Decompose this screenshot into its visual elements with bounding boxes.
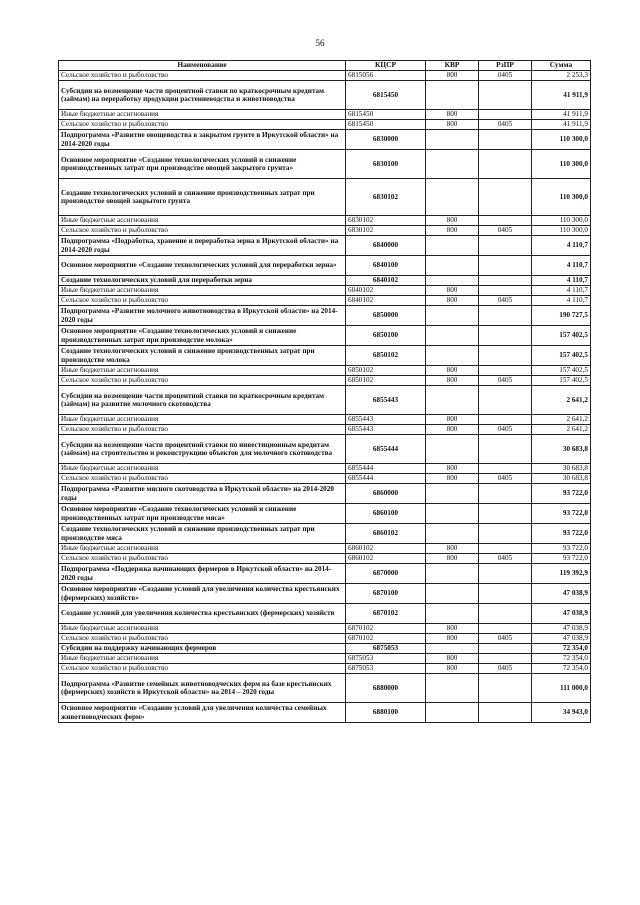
cell-kvr	[426, 326, 479, 346]
table-row	[59, 120, 591, 130]
cell-name: Создание условий для увеличения количества крестьянских (фермерских) хозяйств	[59, 604, 346, 624]
table-body	[59, 71, 591, 723]
cell-name: Сельское хозяйство и рыболовство	[59, 71, 346, 81]
column-header-sum: Сумма	[532, 61, 591, 71]
cell-kvr: 800	[426, 415, 479, 425]
cell-code: 6815450	[346, 120, 426, 130]
cell-code: 6855444	[346, 435, 426, 464]
cell-name: Иные бюджетные ассигнования	[59, 415, 346, 425]
cell-kvr	[426, 584, 479, 604]
cell-kvr: 800	[426, 120, 479, 130]
column-header-kvr: КВР	[426, 61, 479, 71]
cell-rzpr	[479, 110, 532, 120]
cell-rzpr	[479, 150, 532, 179]
cell-sum: 4 110,7	[532, 296, 591, 306]
table-row	[59, 296, 591, 306]
cell-name: Подпрограмма «Поддержка начинающих фермеров в Иркутской области» на 2014-2020 годы	[59, 564, 346, 584]
cell-name: Создание технологических условий для переработки зерна	[59, 276, 346, 286]
cell-sum: 93 722,0	[532, 504, 591, 524]
table-header	[59, 61, 591, 71]
cell-name: Иные бюджетные ассигнования	[59, 544, 346, 554]
cell-kvr	[426, 236, 479, 256]
cell-kvr	[426, 504, 479, 524]
cell-code: 6860102	[346, 524, 426, 544]
cell-name: Сельское хозяйство и рыболовство	[59, 425, 346, 435]
cell-kvr	[426, 674, 479, 703]
cell-code: 6830100	[346, 150, 426, 179]
cell-rzpr: 0405	[479, 226, 532, 236]
cell-code: 6875053	[346, 644, 426, 654]
cell-kvr	[426, 604, 479, 624]
cell-rzpr	[479, 604, 532, 624]
cell-name: Подпрограмма «Развитие молочного животноводства в Иркутской области» на 2014-2020 годы	[59, 306, 346, 326]
cell-kvr	[426, 256, 479, 276]
table-row	[59, 130, 591, 150]
table-row	[59, 110, 591, 120]
cell-sum: 47 038,9	[532, 584, 591, 604]
cell-sum: 93 722,0	[532, 524, 591, 544]
cell-name: Иные бюджетные ассигнования	[59, 286, 346, 296]
cell-name: Сельское хозяйство и рыболовство	[59, 376, 346, 386]
cell-name: Основное мероприятие «Создание условий для увеличения количества крестьянских (фермерских) хозяйств»	[59, 584, 346, 604]
cell-rzpr	[479, 435, 532, 464]
cell-rzpr	[479, 81, 532, 110]
cell-kvr: 800	[426, 286, 479, 296]
cell-code: 6870100	[346, 584, 426, 604]
cell-code: 6830102	[346, 216, 426, 226]
cell-kvr: 800	[426, 376, 479, 386]
cell-rzpr	[479, 544, 532, 554]
cell-sum: 157 402,5	[532, 366, 591, 376]
budget-table	[58, 60, 591, 723]
cell-name: Основное мероприятие «Создание технологических условий и снижение производственных затрат при производстве овощей закрытого грунта»	[59, 150, 346, 179]
table-row	[59, 584, 591, 604]
cell-name: Сельское хозяйство и рыболовство	[59, 554, 346, 564]
cell-kvr: 800	[426, 634, 479, 644]
cell-kvr: 800	[426, 664, 479, 674]
table-row	[59, 226, 591, 236]
cell-sum: 93 722,0	[532, 554, 591, 564]
cell-name: Основное мероприятие «Создание технологических условий для переработки зерна»	[59, 256, 346, 276]
cell-code: 6850102	[346, 366, 426, 376]
cell-code: 6855443	[346, 415, 426, 425]
cell-code: 6880100	[346, 703, 426, 723]
cell-sum: 34 943,0	[532, 703, 591, 723]
cell-kvr: 800	[426, 216, 479, 226]
cell-rzpr	[479, 366, 532, 376]
cell-rzpr	[479, 584, 532, 604]
cell-sum: 157 402,5	[532, 376, 591, 386]
cell-sum: 157 402,5	[532, 326, 591, 346]
cell-kvr: 800	[426, 654, 479, 664]
table-row	[59, 386, 591, 415]
cell-code: 6840102	[346, 296, 426, 306]
cell-sum: 4 110,7	[532, 256, 591, 276]
cell-sum: 157 402,5	[532, 346, 591, 366]
cell-rzpr	[479, 236, 532, 256]
cell-kvr: 800	[426, 110, 479, 120]
cell-name: Иные бюджетные ассигнования	[59, 216, 346, 226]
table-row	[59, 474, 591, 484]
cell-rzpr: 0405	[479, 71, 532, 81]
cell-kvr: 800	[426, 624, 479, 634]
cell-kvr: 800	[426, 366, 479, 376]
table-row	[59, 524, 591, 544]
cell-rzpr	[479, 179, 532, 216]
cell-sum: 41 911,9	[532, 81, 591, 110]
cell-sum: 110 300,0	[532, 130, 591, 150]
cell-code: 6830102	[346, 226, 426, 236]
table-row	[59, 71, 591, 81]
cell-name: Иные бюджетные ассигнования	[59, 366, 346, 376]
cell-rzpr	[479, 674, 532, 703]
cell-code: 6840102	[346, 276, 426, 286]
cell-code: 6830102	[346, 179, 426, 216]
cell-rzpr	[479, 415, 532, 425]
cell-code: 6855444	[346, 474, 426, 484]
cell-rzpr	[479, 276, 532, 286]
cell-sum: 93 722,0	[532, 544, 591, 554]
cell-code: 6840100	[346, 256, 426, 276]
cell-name: Субсидии на возмещение части процентной ставки по краткосрочным кредитам (займам) на переработку продукции растениеводства и животноводства	[59, 81, 346, 110]
cell-name: Подпрограмма «Развитие овощеводства в закрытом грунте в Иркутской области» на 2014-2020 годы	[59, 130, 346, 150]
cell-kvr	[426, 81, 479, 110]
cell-sum: 111 000,0	[532, 674, 591, 703]
cell-name: Создание технологических условий и снижение производственных затрат при производстве молока	[59, 346, 346, 366]
cell-rzpr	[479, 504, 532, 524]
cell-code: 6875053	[346, 654, 426, 664]
cell-rzpr: 0405	[479, 296, 532, 306]
cell-kvr	[426, 130, 479, 150]
cell-name: Сельское хозяйство и рыболовство	[59, 474, 346, 484]
cell-rzpr: 0405	[479, 376, 532, 386]
table-row	[59, 256, 591, 276]
cell-rzpr	[479, 306, 532, 326]
cell-name: Основное мероприятие «Создание технологических условий и снижение производственных затрат при производстве мяса»	[59, 504, 346, 524]
table-row	[59, 703, 591, 723]
table-row	[59, 644, 591, 654]
cell-rzpr	[479, 703, 532, 723]
cell-sum: 30 683,8	[532, 464, 591, 474]
cell-kvr: 800	[426, 296, 479, 306]
cell-name: Субсидии на поддержку начинающих фермеров	[59, 644, 346, 654]
cell-rzpr	[479, 624, 532, 634]
table-row	[59, 564, 591, 584]
cell-sum: 110 300,0	[532, 179, 591, 216]
cell-kvr: 800	[426, 464, 479, 474]
cell-rzpr	[479, 524, 532, 544]
table-row	[59, 674, 591, 703]
cell-sum: 41 911,9	[532, 110, 591, 120]
table-row	[59, 484, 591, 504]
table-row	[59, 286, 591, 296]
table-row	[59, 150, 591, 179]
table-row	[59, 544, 591, 554]
cell-sum: 110 300,0	[532, 226, 591, 236]
cell-kvr	[426, 484, 479, 504]
cell-rzpr: 0405	[479, 634, 532, 644]
cell-kvr	[426, 435, 479, 464]
table-row	[59, 366, 591, 376]
cell-rzpr: 0405	[479, 120, 532, 130]
table-row	[59, 415, 591, 425]
table-row	[59, 326, 591, 346]
cell-rzpr: 0405	[479, 554, 532, 564]
cell-sum: 72 354,0	[532, 644, 591, 654]
cell-sum: 4 110,7	[532, 286, 591, 296]
cell-name: Сельское хозяйство и рыболовство	[59, 226, 346, 236]
cell-kvr	[426, 179, 479, 216]
cell-code: 6850000	[346, 306, 426, 326]
cell-kvr	[426, 346, 479, 366]
cell-rzpr	[479, 346, 532, 366]
cell-sum: 30 683,8	[532, 435, 591, 464]
cell-kvr: 800	[426, 474, 479, 484]
cell-kvr: 800	[426, 554, 479, 564]
cell-kvr: 800	[426, 425, 479, 435]
cell-kvr	[426, 564, 479, 584]
column-header-code: КЦСР	[346, 61, 426, 71]
table-row	[59, 306, 591, 326]
cell-sum: 110 300,0	[532, 216, 591, 226]
cell-sum: 110 300,0	[532, 150, 591, 179]
table-row	[59, 346, 591, 366]
table-row	[59, 276, 591, 286]
cell-sum: 4 110,7	[532, 236, 591, 256]
cell-name: Подпрограмма «Подработка, хранение и переработка зерна в Иркутской области» на 2014-2020 годы	[59, 236, 346, 256]
cell-name: Субсидии на возмещение части процентной ставки по краткосрочным кредитам (займам) на развитие молочного скотоводства	[59, 386, 346, 415]
cell-rzpr: 0405	[479, 425, 532, 435]
table-row	[59, 604, 591, 624]
cell-sum: 93 722,0	[532, 484, 591, 504]
cell-name: Подпрограмма «Развитие семейных животноводческих ферм на базе крестьянских (фермерских) хозяйств в Иркутской области» на 2014 – 2020 годы	[59, 674, 346, 703]
table-row	[59, 624, 591, 634]
cell-name: Сельское хозяйство и рыболовство	[59, 634, 346, 644]
cell-sum: 41 911,9	[532, 120, 591, 130]
table-row	[59, 216, 591, 226]
table-row	[59, 376, 591, 386]
cell-sum: 47 038,9	[532, 634, 591, 644]
cell-sum: 47 038,9	[532, 624, 591, 634]
cell-code: 6830000	[346, 130, 426, 150]
table-row	[59, 236, 591, 256]
cell-sum: 4 110,7	[532, 276, 591, 286]
cell-sum: 2 641,2	[532, 425, 591, 435]
cell-sum: 72 354,0	[532, 664, 591, 674]
column-header-name: Наименование	[59, 61, 346, 71]
cell-code: 6850100	[346, 326, 426, 346]
cell-code: 6870000	[346, 564, 426, 584]
cell-rzpr	[479, 644, 532, 654]
cell-name: Сельское хозяйство и рыболовство	[59, 664, 346, 674]
cell-sum: 47 038,9	[532, 604, 591, 624]
cell-code: 6870102	[346, 634, 426, 644]
cell-sum: 190 727,5	[532, 306, 591, 326]
table-row	[59, 179, 591, 216]
cell-code: 6840102	[346, 286, 426, 296]
cell-code: 6855443	[346, 386, 426, 415]
cell-code: 6855444	[346, 464, 426, 474]
cell-rzpr	[479, 130, 532, 150]
cell-code: 6815056	[346, 71, 426, 81]
cell-rzpr: 0405	[479, 664, 532, 674]
cell-sum: 72 354,0	[532, 654, 591, 664]
cell-code: 6840000	[346, 236, 426, 256]
cell-code: 6880000	[346, 674, 426, 703]
page-number: 56	[315, 38, 325, 48]
column-header-rzpr: РзПР	[479, 61, 532, 71]
cell-kvr	[426, 524, 479, 544]
cell-name: Иные бюджетные ассигнования	[59, 654, 346, 664]
table-row	[59, 664, 591, 674]
cell-kvr	[426, 386, 479, 415]
cell-kvr	[426, 644, 479, 654]
cell-kvr	[426, 703, 479, 723]
cell-code: 6860102	[346, 554, 426, 564]
cell-rzpr	[479, 386, 532, 415]
cell-kvr	[426, 276, 479, 286]
cell-rzpr	[479, 256, 532, 276]
cell-name: Иные бюджетные ассигнования	[59, 110, 346, 120]
table-row	[59, 654, 591, 664]
cell-name: Подпрограмма «Развитие мясного скотоводства в Иркутской области» на 2014-2020 годы	[59, 484, 346, 504]
cell-rzpr	[479, 326, 532, 346]
table-row	[59, 504, 591, 524]
cell-code: 6855443	[346, 425, 426, 435]
cell-name: Основное мероприятие «Создание условий для увеличения количества семейных животноводческих ферм»	[59, 703, 346, 723]
cell-name: Сельское хозяйство и рыболовство	[59, 120, 346, 130]
cell-name: Субсидии на возмещение части процентной ставки по инвестиционным кредитам (займам) на строительство и реконструкцию объектов для молочного скотоводства	[59, 435, 346, 464]
cell-sum: 2 641,2	[532, 415, 591, 425]
cell-rzpr: 0405	[479, 474, 532, 484]
cell-code: 6815450	[346, 110, 426, 120]
cell-code: 6870102	[346, 604, 426, 624]
cell-sum: 2 253,3	[532, 71, 591, 81]
cell-kvr	[426, 306, 479, 326]
cell-rzpr	[479, 216, 532, 226]
cell-name: Создание технологических условий и снижение производственных затрат при производстве мяса	[59, 524, 346, 544]
cell-name: Иные бюджетные ассигнования	[59, 464, 346, 474]
cell-code: 6875053	[346, 664, 426, 674]
cell-sum: 30 683,8	[532, 474, 591, 484]
cell-rzpr	[479, 464, 532, 474]
cell-code: 6815450	[346, 81, 426, 110]
cell-rzpr	[479, 654, 532, 664]
cell-kvr: 800	[426, 544, 479, 554]
cell-code: 6870102	[346, 624, 426, 634]
cell-code: 6860000	[346, 484, 426, 504]
cell-name: Основное мероприятие «Создание технологических условий и снижение производственных затрат при производстве молока»	[59, 326, 346, 346]
table-row	[59, 425, 591, 435]
cell-code: 6860100	[346, 504, 426, 524]
cell-kvr: 800	[426, 226, 479, 236]
table-row	[59, 554, 591, 564]
cell-rzpr	[479, 286, 532, 296]
table-row	[59, 81, 591, 110]
cell-code: 6860102	[346, 544, 426, 554]
cell-rzpr	[479, 564, 532, 584]
cell-sum: 2 641,2	[532, 386, 591, 415]
cell-kvr: 800	[426, 71, 479, 81]
cell-rzpr	[479, 484, 532, 504]
cell-kvr	[426, 150, 479, 179]
table-row	[59, 435, 591, 464]
table-row	[59, 634, 591, 644]
cell-code: 6850102	[346, 346, 426, 366]
cell-name: Сельское хозяйство и рыболовство	[59, 296, 346, 306]
table-row	[59, 464, 591, 474]
cell-code: 6850102	[346, 376, 426, 386]
cell-name: Создание технологических условий и снижение производственных затрат при производстве овощей закрытого грунта	[59, 179, 346, 216]
cell-sum: 119 392,9	[532, 564, 591, 584]
cell-name: Иные бюджетные ассигнования	[59, 624, 346, 634]
